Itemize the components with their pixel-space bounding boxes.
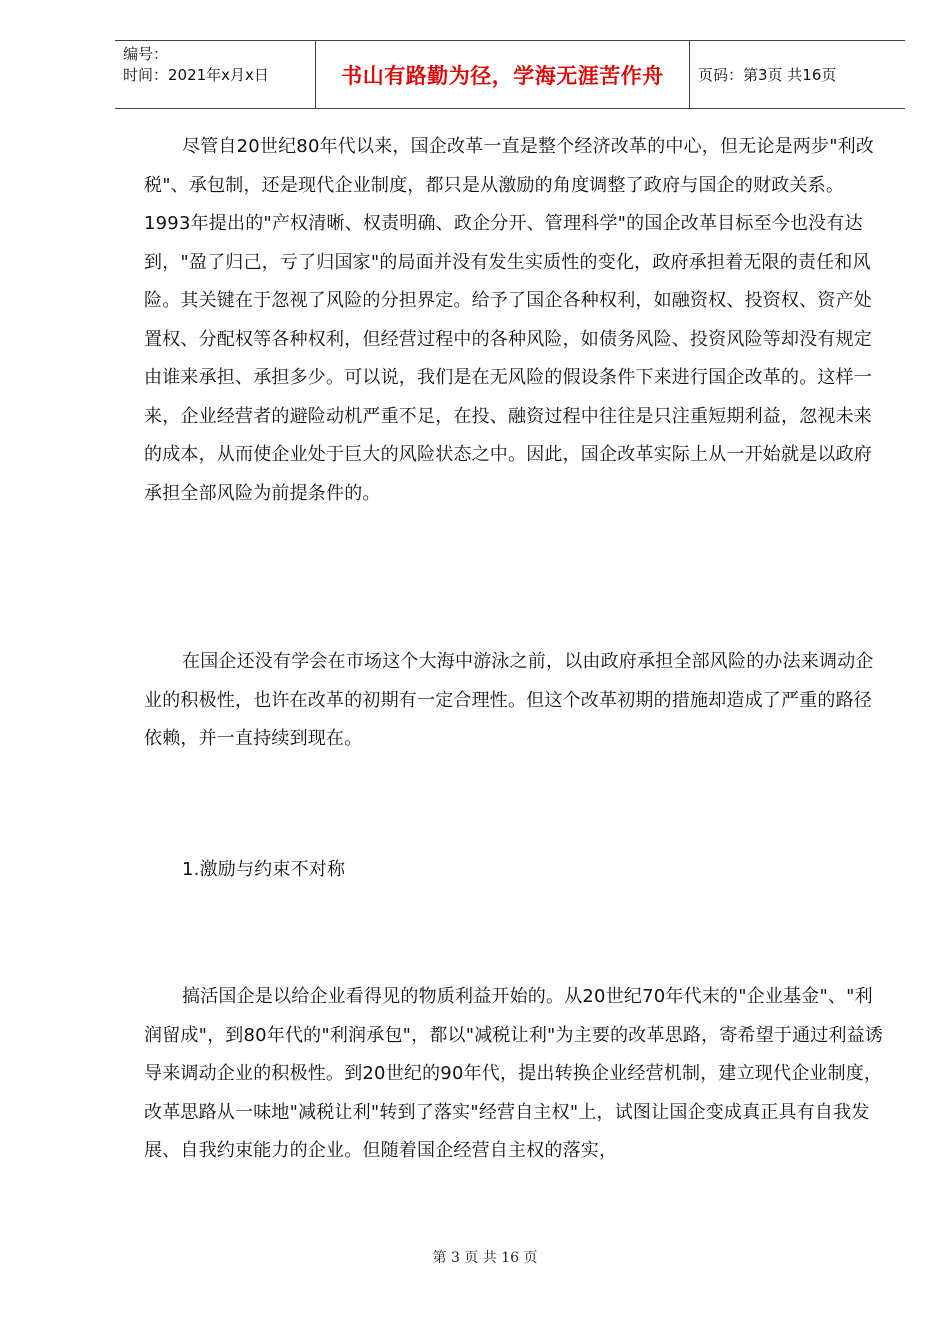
document-header [115, 40, 905, 109]
paragraph-2: 在国企还没有学会在市场这个大海中游泳之前，以由政府承担全部风险的办法来调动企业的积极性，也许在改革的初期有一定合理性。但这个改革初期的措施却造成了严重的路径依赖，并一直持续到现在。 [144, 651, 874, 749]
section-heading: 1.激励与约束不对称 [182, 859, 346, 880]
header-meta [115, 41, 316, 108]
header-page-info: 页码：第3页 共16页 [698, 66, 837, 84]
page-footer: 第 3 页 共 16 页 [432, 1250, 538, 1266]
header-motto: 书山有路勤为径，学海无涯苦作舟 [316, 41, 690, 108]
serial-number-label: 编号： [123, 45, 169, 63]
date-label: 时间：2021年x月x日 [123, 66, 269, 84]
paragraph-3: 搞活国企是以给企业看得见的物质利益开始的。从20世纪70年代末的"企业基金"、"利润留成"，到80年代的"利润承包"，都以"减税让利"为主要的改革思路，寄希望于通过利益诱导来调动企业的积极性。到20世纪的90年代，提出转换企业经营机制，建立现代企业制度，改革思路从一味地"减税让利"转到了落实"经营自主权"上，试图让国企变成真正具有自我发展、自我约束能力的企业。但随着国企经营自主权的落实， [144, 986, 884, 1161]
paragraph-1: 尽管自20世纪80年代以来，国企改革一直是整个经济改革的中心，但无论是两步"利改税"、承包制，还是现代企业制度，都只是从激励的角度调整了政府与国企的财政关系。1993年提出的"产权清晰、权责明确、政企分开、管理科学"的国企改革目标至今也没有达到，"盈了归己，亏了归国家"的局面并没有发生实质性的变化，政府承担着无限的责任和风险。其关键在于忽视了风险的分担界定。给予了国企各种权利，如融资权、投资权、资产处置权、分配权等各种权利，但经营过程中的各种风险，如债务风险、投资风险等却没有规定由谁来承担、承担多少。可以说，我们是在无风险的假设条件下来进行国企改革的。这样一来，企业经营者的避险动机严重不足，在投、融资过程中往往是只注重短期利益，忽视未来的成本，从而使企业处于巨大的风险状态之中。因此，国企改革实际上从一开始就是以政府承担全部风险为前提条件的。 [144, 136, 875, 504]
